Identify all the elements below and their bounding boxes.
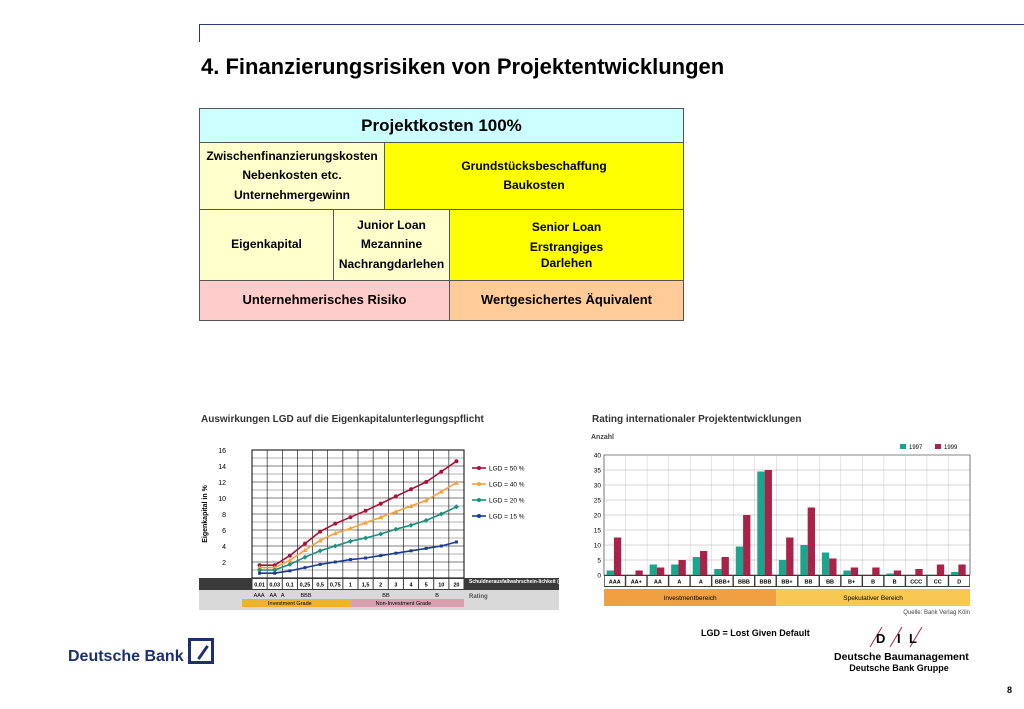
deutsche-bank-wordmark: Deutsche Bank	[68, 648, 184, 665]
y-axis-label: Eigenkapital in %	[202, 485, 209, 543]
data-point	[319, 563, 322, 566]
rating-label: A	[280, 593, 285, 599]
dil-name-line2: Deutsche Bank Gruppe	[849, 663, 949, 674]
x-tick-label: 0,75	[329, 582, 341, 589]
legend-label: LGD = 40 %	[489, 481, 525, 489]
cost-row2-left: Eigenkapital	[199, 209, 334, 281]
x-tick-label: 0,01	[254, 582, 265, 589]
bar	[650, 565, 657, 576]
cost-row1-left-line: Nebenkosten etc.	[242, 168, 342, 183]
grade-label: Non-Investment Grade	[375, 601, 432, 607]
cost-row1-left-line: Unternehmergewinn	[233, 187, 350, 202]
data-point	[425, 547, 428, 550]
bar	[671, 565, 678, 576]
legend-label: LGD = 20 %	[489, 497, 525, 505]
cost-row2-mid-line: Junior Loan	[357, 218, 426, 233]
x-tick-label: 0,25	[299, 582, 311, 589]
x-tick-label: 0,03	[269, 582, 281, 589]
x-tick-label: CCC	[910, 579, 923, 586]
region-label: Spekulativer Bereich	[843, 595, 903, 602]
x-tick-label: 0,5	[316, 582, 324, 589]
data-point	[273, 572, 276, 575]
data-point	[364, 509, 368, 513]
legend-swatch	[935, 444, 941, 449]
bar	[915, 569, 922, 575]
grade-label: Investment Grade	[267, 601, 312, 607]
lgd-footnote: LGD = Lost Given Default	[701, 628, 810, 638]
x-tick-label: BB	[804, 579, 813, 586]
x-tick-label: 3	[394, 582, 398, 589]
bar	[937, 565, 944, 576]
region-label: Investmentbereich	[663, 595, 717, 602]
data-point	[288, 554, 292, 558]
header-rule-vertical	[199, 24, 200, 42]
rating-label: B	[435, 593, 439, 599]
rating-label: AA	[269, 593, 277, 599]
bar	[722, 557, 729, 575]
data-point	[394, 552, 397, 555]
dil-name-line1: Deutsche Baumanagement	[834, 651, 969, 663]
y-axis-label: Anzahl	[591, 434, 614, 441]
data-point	[304, 566, 307, 569]
bar	[894, 571, 901, 576]
y-tick-label: 10	[593, 542, 601, 550]
legend-label: 1999	[944, 445, 958, 451]
x-tick-label: D	[957, 579, 962, 586]
x-tick-label: 0,1	[286, 582, 294, 589]
y-tick-label: 25	[593, 497, 601, 505]
x-tick-label: 5	[424, 582, 428, 589]
legend-marker	[477, 482, 481, 486]
bar	[872, 568, 879, 576]
x-tick-label: BB+	[781, 579, 793, 586]
legend-label: 1997	[909, 445, 923, 451]
cost-row1-left-line: Zwischenfinanzierungskosten	[206, 149, 378, 164]
chart-source: Quelle: Bank Verlag Köln	[903, 610, 970, 616]
data-point	[410, 549, 413, 552]
legend-marker	[477, 498, 481, 502]
legend-label: LGD = 15 %	[489, 513, 525, 521]
bar	[851, 568, 858, 576]
bar	[800, 545, 807, 575]
cost-header: Projektkosten 100%	[199, 108, 684, 143]
page-title: 4. Finanzierungsrisiken von Projektentwicklungen	[201, 54, 725, 79]
y-tick-label: 35	[593, 467, 601, 475]
data-point	[258, 572, 261, 575]
data-point	[455, 541, 458, 544]
cost-row2-right-line: Erstrangiges	[529, 239, 604, 254]
bar	[822, 553, 829, 576]
bar	[765, 470, 772, 575]
bar	[958, 565, 965, 576]
x-tick-label: 20	[453, 582, 460, 589]
dil-name	[834, 651, 969, 674]
lgd-chart-title: Auswirkungen LGD auf die Eigenkapitalunterlegungspflicht	[201, 414, 484, 425]
legend-label: LGD = 50 %	[489, 465, 525, 473]
bar	[951, 572, 958, 575]
y-tick-label: 2	[222, 560, 226, 567]
x-tick-label: BB	[826, 579, 835, 586]
bar	[786, 538, 793, 576]
cost-row3-right: Wertgesichertes Äquivalent	[449, 280, 684, 321]
y-tick-label: 5	[597, 557, 601, 565]
bar	[693, 557, 700, 575]
y-tick-label: 20	[593, 512, 601, 520]
rating-chart	[588, 428, 974, 625]
cost-row1-right-line: Baukosten	[503, 178, 565, 192]
x-tick-label: B+	[847, 579, 856, 586]
y-tick-label: 30	[593, 482, 601, 490]
bar	[614, 538, 621, 576]
x-tick-label: BBB	[737, 579, 750, 586]
data-point	[334, 561, 337, 564]
x-tick-label: B	[892, 579, 897, 586]
x-tick-label: B	[871, 579, 876, 586]
cost-row2-mid	[333, 209, 450, 281]
bar	[743, 515, 750, 575]
data-point	[349, 558, 352, 561]
data-point	[333, 522, 337, 526]
data-point	[288, 569, 291, 572]
bar	[886, 574, 893, 576]
data-point	[424, 480, 428, 484]
x-tick-label: AA+	[630, 579, 642, 586]
x-axis-label: Schuldnerausfallwahrschein-lichkeit (PD) in %	[469, 579, 580, 585]
bar	[607, 571, 614, 576]
y-tick-label: 40	[593, 452, 601, 460]
x-tick-label: A	[698, 579, 703, 586]
cost-row2-right	[449, 209, 684, 281]
x-tick-label: AAA	[608, 579, 621, 586]
dil-logo	[866, 625, 930, 649]
cost-row2-right-line: Darlehen	[540, 256, 593, 271]
data-point	[439, 470, 443, 474]
y-tick-label: 8	[222, 512, 226, 519]
x-tick-label: 4	[409, 582, 413, 589]
y-tick-label: 10	[218, 496, 226, 503]
y-tick-label: 4	[222, 544, 226, 551]
bar	[678, 560, 685, 575]
x-tick-label: 1	[348, 582, 352, 589]
cost-row2-mid-line: Mezannine	[360, 237, 423, 252]
header-rule	[199, 24, 1024, 25]
cost-row2-mid-line: Nachrangdarlehen	[338, 256, 445, 271]
cost-row2-right-line: Senior Loan	[531, 219, 602, 234]
cost-row3-left: Unternehmerisches Risiko	[199, 280, 450, 321]
cost-row1-right	[384, 142, 684, 210]
cost-row1-left	[199, 142, 385, 210]
rating-label: AAA	[253, 593, 265, 599]
bar	[843, 571, 850, 576]
y-tick-label: 0	[597, 572, 601, 580]
y-tick-label: 15	[593, 527, 601, 535]
data-point	[409, 487, 413, 491]
rating-row-label: Rating	[469, 594, 488, 600]
x-tick-label: 2	[379, 582, 383, 589]
y-tick-label: 12	[218, 480, 226, 487]
data-point	[318, 530, 322, 534]
dil-letter: D	[876, 631, 886, 646]
y-tick-label: 16	[218, 448, 226, 455]
y-tick-label: 6	[222, 528, 226, 535]
rating-label: BB	[382, 593, 390, 599]
bar	[779, 560, 786, 575]
bar	[757, 472, 764, 576]
bar	[829, 559, 836, 576]
x-tick-label: 1,5	[361, 582, 370, 589]
y-tick-label: 14	[218, 464, 226, 471]
data-point	[379, 502, 383, 506]
x-tick-label: 10	[438, 582, 445, 589]
data-point	[379, 554, 382, 557]
dil-letter: I	[897, 631, 901, 646]
rating-chart-title: Rating internationaler Projektentwicklungen	[592, 414, 802, 425]
bar	[635, 571, 642, 576]
x-tick-label: CC	[933, 579, 942, 586]
data-point	[454, 459, 458, 463]
x-tick-label: A	[677, 579, 682, 586]
page-number: 8	[1007, 685, 1013, 695]
x-tick-label: BBB+	[714, 579, 730, 586]
lgd-chart	[199, 430, 580, 615]
bar	[736, 547, 743, 576]
deutsche-bank-logo-icon	[188, 638, 214, 664]
legend-marker	[477, 466, 481, 470]
data-point	[394, 494, 398, 498]
x-tick-label: BBB	[759, 579, 772, 586]
bar	[700, 551, 707, 575]
dil-logo-icon	[866, 625, 930, 649]
dil-letter: L	[909, 631, 917, 646]
data-point	[348, 515, 352, 519]
bar	[714, 569, 721, 575]
cost-row1-right-line: Grundstücksbeschaffung	[461, 158, 607, 173]
data-point	[364, 557, 367, 560]
rating-label: BBB	[300, 593, 312, 599]
legend-swatch	[900, 444, 906, 449]
bar	[808, 508, 815, 576]
bar	[657, 568, 664, 576]
legend-marker	[477, 514, 481, 518]
x-tick-label: AA	[653, 579, 662, 586]
data-point	[303, 542, 307, 546]
data-point	[440, 545, 443, 548]
